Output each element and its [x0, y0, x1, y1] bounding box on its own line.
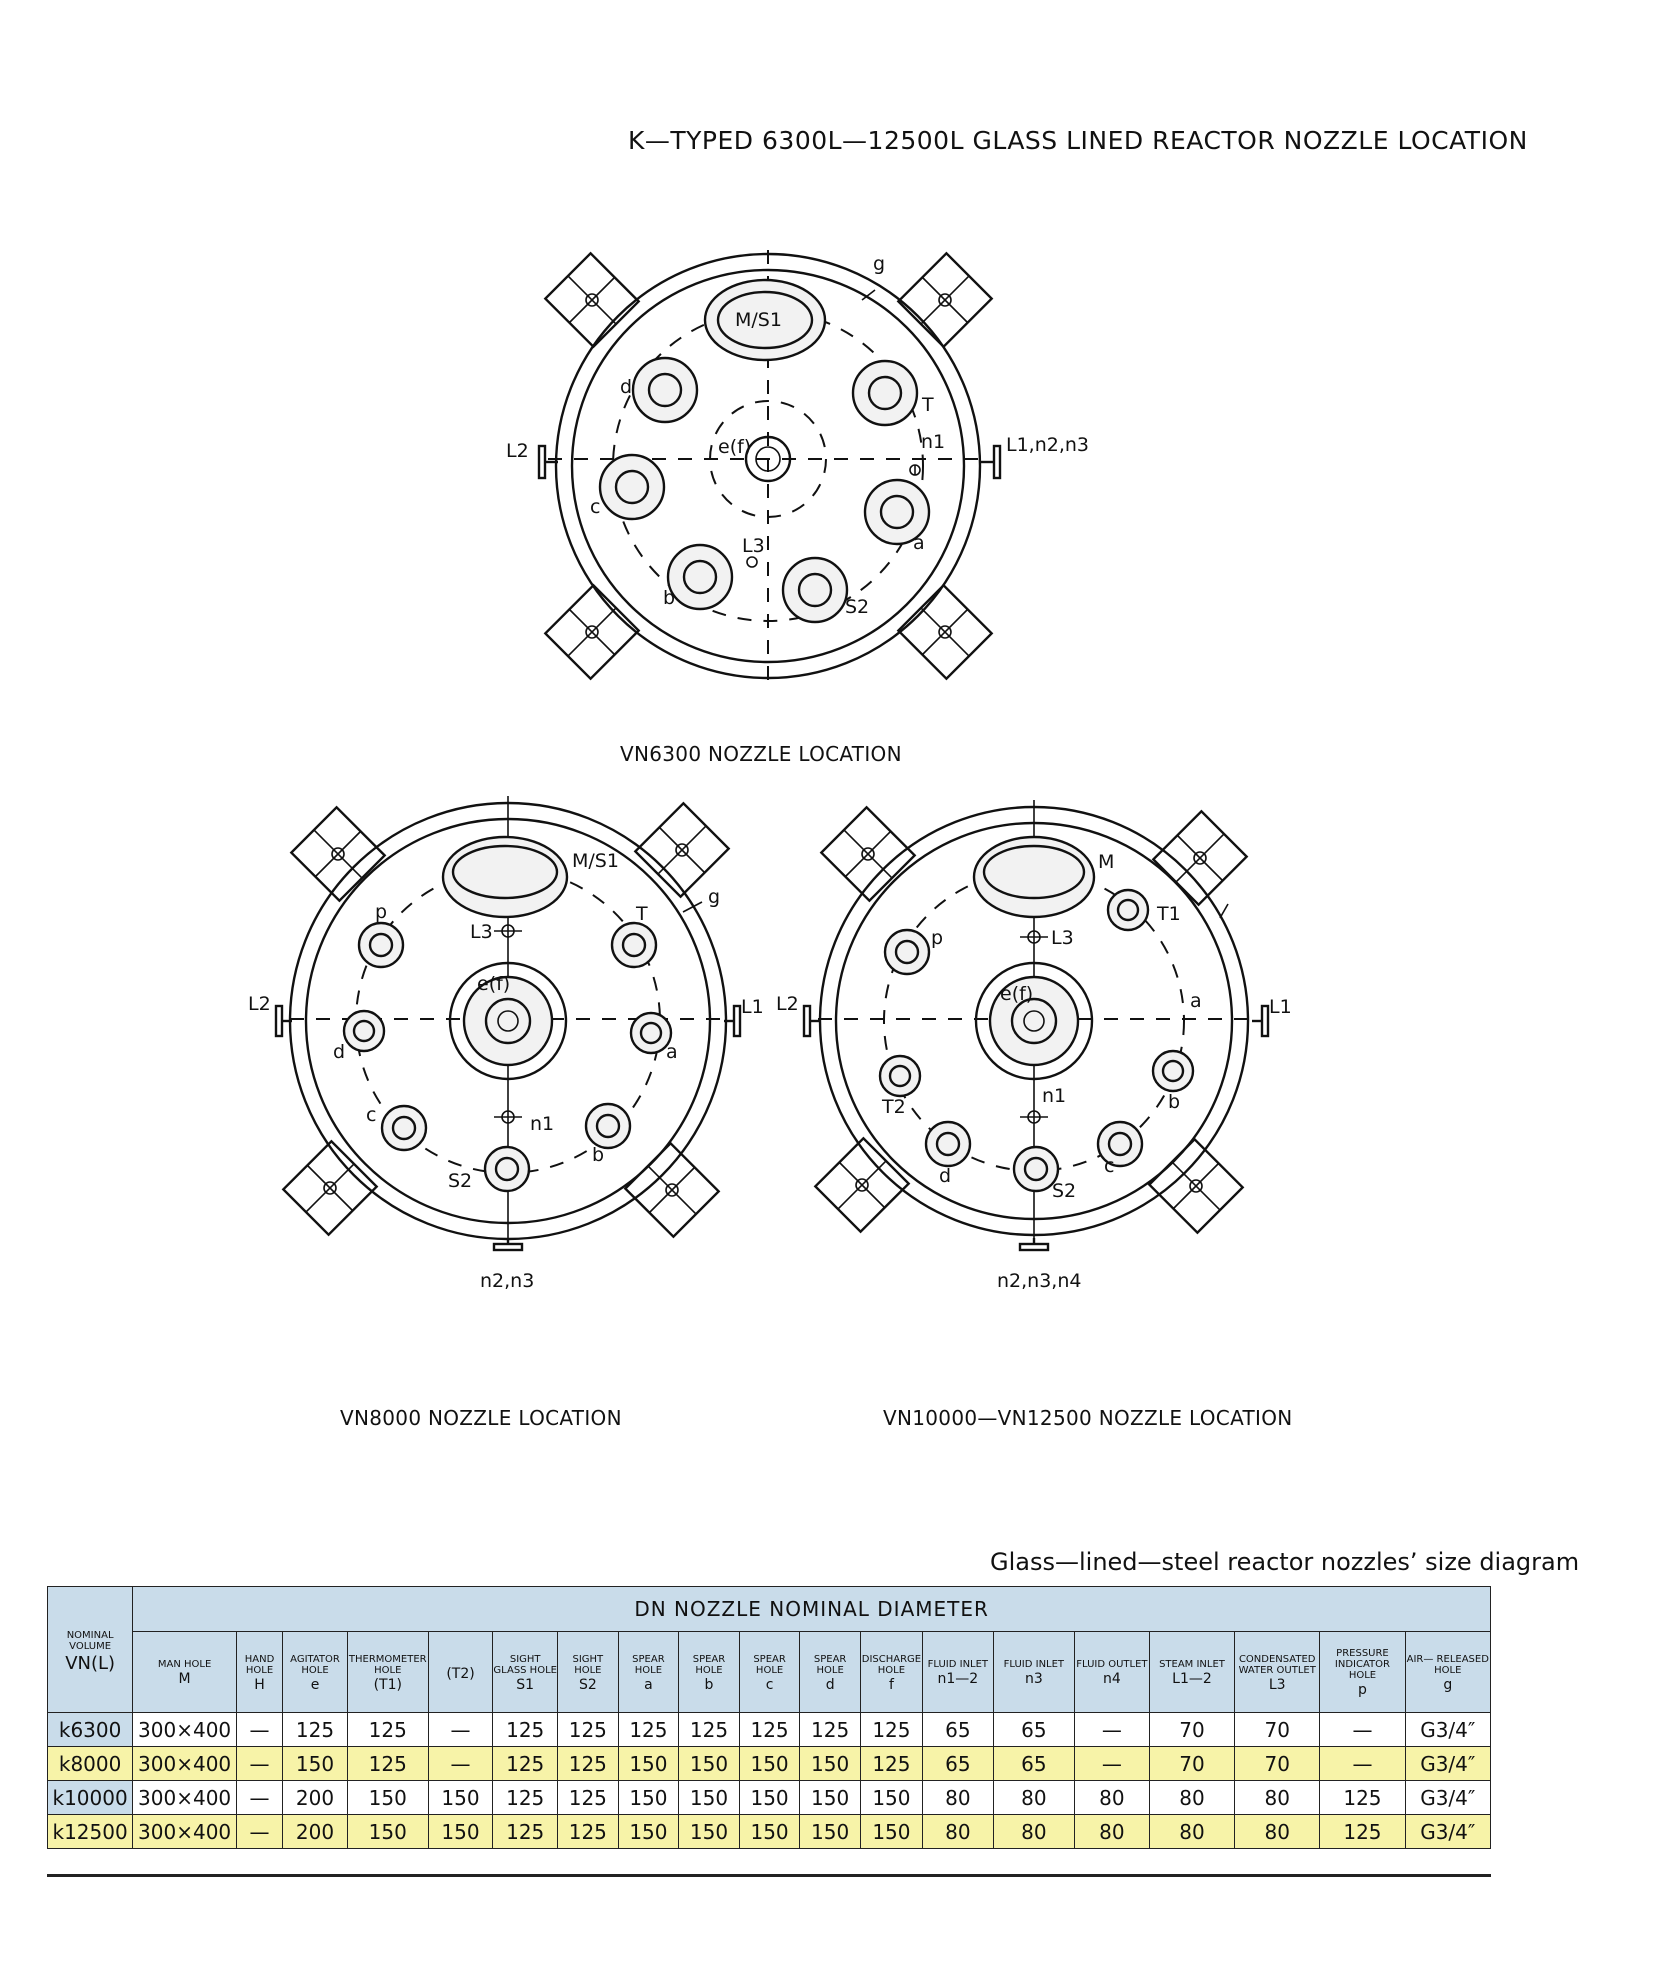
svg-text:e(f): e(f): [718, 436, 752, 458]
table-cell: 65: [922, 1747, 993, 1781]
nozzle-b: [1153, 1051, 1193, 1091]
nozzle-t1: [1108, 890, 1148, 930]
table-cell: 300×400: [133, 1781, 237, 1815]
svg-text:g: g: [708, 886, 721, 908]
svg-text:n1: n1: [1042, 1085, 1067, 1107]
table-cell: 150: [347, 1815, 428, 1849]
svg-text:L1,n2,n3: L1,n2,n3: [1006, 434, 1090, 456]
svg-text:M/S1: M/S1: [572, 850, 619, 872]
dn-header: DN NOZZLE NOMINAL DIAMETER: [133, 1587, 1491, 1632]
table-cell: 80: [993, 1815, 1074, 1849]
volume-cell: k12500: [48, 1815, 133, 1849]
table-cell: 125: [283, 1713, 348, 1747]
table-cell: 80: [922, 1781, 993, 1815]
table-cell: 125: [860, 1747, 922, 1781]
svg-text:n2,n3,n4: n2,n3,n4: [997, 1270, 1082, 1292]
table-cell: 125: [860, 1713, 922, 1747]
table-cell: G3/4″: [1405, 1747, 1490, 1781]
table-cell: 125: [558, 1815, 619, 1849]
column-header: AIR— RELEASED HOLE g: [1405, 1632, 1490, 1713]
nozzle-p: [359, 923, 403, 967]
table-cell: 150: [860, 1815, 922, 1849]
svg-text:T: T: [922, 394, 934, 416]
table-cell: 125: [739, 1713, 800, 1747]
svg-text:a: a: [666, 1041, 678, 1063]
table-cell: 70: [1149, 1713, 1234, 1747]
svg-text:g: g: [873, 253, 886, 275]
nozzle-d: [926, 1122, 970, 1166]
table-row: [48, 1781, 1491, 1815]
table-cell: 150: [800, 1747, 861, 1781]
table-cell: 150: [679, 1781, 740, 1815]
table-cell: 200: [283, 1781, 348, 1815]
table-cell: 150: [283, 1747, 348, 1781]
svg-text:L3: L3: [470, 921, 493, 943]
svg-text:b: b: [1168, 1091, 1181, 1113]
vn10000-vn12500-diagram: [776, 800, 1292, 1292]
table-cell: 125: [347, 1713, 428, 1747]
column-header: SPEAR HOLE c: [739, 1632, 800, 1713]
column-header: AGITATOR HOLE e: [283, 1632, 348, 1713]
column-header: MAN HOLE M: [133, 1632, 237, 1713]
table-cell: 80: [1149, 1815, 1234, 1849]
svg-text:L2: L2: [776, 993, 799, 1015]
table-cell: —: [236, 1747, 282, 1781]
svg-text:S2: S2: [448, 1170, 473, 1192]
support-lug: [625, 1143, 718, 1236]
column-header: FLUID INLET n1—2: [922, 1632, 993, 1713]
support-lug: [283, 1141, 376, 1234]
column-header: (T2): [428, 1632, 493, 1713]
svg-text:M/S1: M/S1: [735, 309, 782, 331]
column-header: SIGHT HOLE S2: [558, 1632, 619, 1713]
svg-text:p: p: [931, 927, 944, 949]
column-header: PRESSURE INDICATOR HOLE p: [1320, 1632, 1405, 1713]
vn6300-caption: VN6300 NOZZLE LOCATION: [620, 742, 902, 766]
svg-text:S2: S2: [845, 596, 870, 618]
svg-text:b: b: [663, 587, 676, 609]
table-cell: 150: [428, 1815, 493, 1849]
table-cell: 125: [679, 1713, 740, 1747]
table-cell: G3/4″: [1405, 1781, 1490, 1815]
table-cell: 150: [618, 1781, 679, 1815]
column-header: CONDENSATED WATER OUTLET L3: [1235, 1632, 1320, 1713]
table-cell: G3/4″: [1405, 1815, 1490, 1849]
table-cell: 300×400: [133, 1815, 237, 1849]
column-header: SPEAR HOLE a: [618, 1632, 679, 1713]
column-header: SPEAR HOLE d: [800, 1632, 861, 1713]
svg-text:a: a: [1190, 990, 1202, 1012]
svg-text:S2: S2: [1052, 1180, 1077, 1202]
svg-text:b: b: [592, 1144, 605, 1166]
table-cell: 125: [558, 1713, 619, 1747]
column-header: FLUID OUTLET n4: [1074, 1632, 1149, 1713]
table-bottom-rule: [47, 1874, 1491, 1877]
support-lug: [635, 803, 728, 896]
table-row: [48, 1713, 1491, 1747]
table-cell: 80: [1149, 1781, 1234, 1815]
svg-text:L3: L3: [1051, 927, 1074, 949]
table-cell: 70: [1235, 1747, 1320, 1781]
table-cell: —: [1074, 1747, 1149, 1781]
svg-text:e(f): e(f): [477, 973, 511, 995]
vn8000-diagram: [248, 796, 764, 1292]
nozzle-t: [612, 923, 656, 967]
svg-text:d: d: [939, 1165, 952, 1187]
column-header: DISCHARGE HOLE f: [860, 1632, 922, 1713]
table-cell: —: [236, 1815, 282, 1849]
table-cell: 125: [493, 1815, 558, 1849]
vn6300-diagram: [506, 250, 1089, 688]
support-lug: [1153, 811, 1246, 904]
nozzle-p: [885, 930, 929, 974]
support-lug: [1149, 1139, 1242, 1232]
table-cell: 65: [922, 1713, 993, 1747]
column-header: SPEAR HOLE b: [679, 1632, 740, 1713]
table-cell: 80: [993, 1781, 1074, 1815]
column-header: STEAM INLET L1—2: [1149, 1632, 1234, 1713]
svg-text:c: c: [590, 496, 601, 518]
svg-text:n1: n1: [921, 431, 946, 453]
nozzle-d: [344, 1011, 384, 1051]
table-cell: 150: [800, 1781, 861, 1815]
svg-text:e(f): e(f): [1000, 983, 1034, 1005]
nozzle-b: [668, 545, 732, 609]
svg-text:c: c: [1104, 1155, 1115, 1177]
column-header: THERMOMETER HOLE (T1): [347, 1632, 428, 1713]
nozzle-c: [382, 1106, 426, 1150]
table-cell: 125: [800, 1713, 861, 1747]
table-cell: 150: [347, 1781, 428, 1815]
table-cell: 80: [1074, 1815, 1149, 1849]
table-cell: 300×400: [133, 1747, 237, 1781]
page-title: K—TYPED 6300L—12500L GLASS LINED REACTOR NOZZLE LOCATION: [628, 126, 1528, 155]
volume-cell: k10000: [48, 1781, 133, 1815]
svg-text:L1: L1: [1269, 996, 1292, 1018]
table-cell: —: [1074, 1713, 1149, 1747]
table-row: [48, 1747, 1491, 1781]
table-cell: —: [236, 1713, 282, 1747]
table-cell: 150: [800, 1815, 861, 1849]
table-title: Glass—lined—steel reactor nozzles’ size diagram: [990, 1548, 1580, 1576]
table-cell: 150: [739, 1781, 800, 1815]
svg-text:L2: L2: [248, 993, 271, 1015]
table-cell: 150: [860, 1781, 922, 1815]
table-cell: 65: [993, 1713, 1074, 1747]
table-cell: 150: [428, 1781, 493, 1815]
table-cell: —: [1320, 1713, 1405, 1747]
table-cell: —: [428, 1747, 493, 1781]
svg-text:T2: T2: [882, 1096, 906, 1118]
svg-text:c: c: [366, 1104, 377, 1126]
column-header: HAND HOLE H: [236, 1632, 282, 1713]
table-cell: 125: [493, 1781, 558, 1815]
volume-cell: k8000: [48, 1747, 133, 1781]
table-cell: 80: [1235, 1781, 1320, 1815]
column-header: SIGHT GLASS HOLE S1: [493, 1632, 558, 1713]
nozzle-a: [631, 1013, 671, 1053]
table-cell: 80: [1074, 1781, 1149, 1815]
column-header: FLUID INLET n3: [993, 1632, 1074, 1713]
nozzle-c: [600, 455, 664, 519]
table-cell: 150: [679, 1747, 740, 1781]
table-cell: 80: [1235, 1815, 1320, 1849]
nozzle-s2: [485, 1147, 529, 1191]
svg-text:d: d: [620, 376, 633, 398]
table-cell: 125: [558, 1781, 619, 1815]
table-cell: 200: [283, 1815, 348, 1849]
svg-text:L1: L1: [741, 996, 764, 1018]
svg-text:L3: L3: [742, 535, 765, 557]
svg-text:T1: T1: [1157, 903, 1181, 925]
table-cell: 125: [1320, 1815, 1405, 1849]
svg-text:L2: L2: [506, 440, 529, 462]
nozzle-b: [586, 1104, 630, 1148]
table-cell: 70: [1235, 1713, 1320, 1747]
svg-text:n1: n1: [530, 1113, 555, 1135]
svg-text:p: p: [375, 901, 388, 923]
table-cell: 125: [347, 1747, 428, 1781]
svg-text:a: a: [913, 532, 925, 554]
table-cell: —: [236, 1781, 282, 1815]
table-cell: 65: [993, 1747, 1074, 1781]
support-lug: [291, 807, 384, 900]
table-cell: 80: [922, 1815, 993, 1849]
vn10000-vn12500-caption: VN10000—VN12500 NOZZLE LOCATION: [883, 1406, 1293, 1430]
svg-text:T: T: [636, 903, 648, 925]
nozzle-t2: [880, 1056, 920, 1096]
table-cell: 150: [739, 1747, 800, 1781]
vn8000-caption: VN8000 NOZZLE LOCATION: [340, 1406, 622, 1430]
nozzle-d: [633, 358, 697, 422]
table-cell: 125: [1320, 1781, 1405, 1815]
table-cell: 150: [618, 1747, 679, 1781]
svg-text:M: M: [1098, 851, 1115, 873]
table-cell: 125: [493, 1713, 558, 1747]
table-cell: 125: [618, 1713, 679, 1747]
table-cell: —: [428, 1713, 493, 1747]
table-cell: 70: [1149, 1747, 1234, 1781]
table-cell: 300×400: [133, 1713, 237, 1747]
table-cell: G3/4″: [1405, 1713, 1490, 1747]
svg-text:n2,n3: n2,n3: [480, 1270, 535, 1292]
table-cell: 150: [679, 1815, 740, 1849]
nozzle-s2: [783, 558, 847, 622]
volume-header: NOMINAL VOLUME VN(L): [48, 1587, 133, 1713]
nozzle-size-table: [47, 1586, 1491, 1849]
svg-text:d: d: [333, 1041, 346, 1063]
table-cell: 125: [493, 1747, 558, 1781]
volume-cell: k6300: [48, 1713, 133, 1747]
table-row: [48, 1815, 1491, 1849]
table-cell: —: [1320, 1747, 1405, 1781]
nozzle-t: [853, 361, 917, 425]
table-cell: 150: [618, 1815, 679, 1849]
table-cell: 125: [558, 1747, 619, 1781]
table-cell: 150: [739, 1815, 800, 1849]
